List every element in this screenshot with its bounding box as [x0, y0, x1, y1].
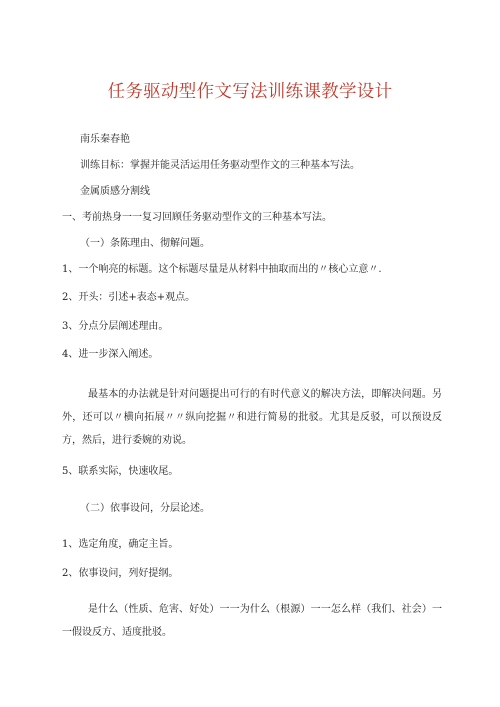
list-item: 2、开头：引述+表态+观点。: [62, 292, 196, 303]
list-item: 1、选定角度，确定主旨。: [62, 539, 179, 550]
sub1-paragraph: 最基本的办法就是针对问题提出可行的有时代意义的解决方法，即解决问题。另外，还可以〃横向拓展〃〃纵向挖掘〃和进行简易的批驳。尤其是反驳，可以预设反方，然后，进行委婉的劝说。: [62, 389, 442, 446]
list-item: 3、分点分层阐述理由。: [62, 321, 169, 332]
list-item: 5、联系实际，快速收尾。: [62, 466, 179, 477]
section1-heading: 一、考前热身一一复习回顾任务驱动型作文的三种基本写法。: [62, 212, 332, 223]
document-title: 任务驱动型作文写法训练课教学设计: [107, 82, 393, 102]
sub2-paragraph: 是什么（性质、危害、好处）一一为什么（根源）一一怎么样（我们、社会）一一假设反方、适度批驳。: [62, 604, 442, 638]
author-line: 南乐秦春艳: [80, 134, 130, 145]
list-item: 4、进一步深入阐述。: [62, 349, 159, 360]
list-item: 2、依事设问，列好提纲。: [62, 568, 179, 579]
sub2-heading: （二）依事设问，分层论述。: [80, 503, 210, 514]
divider-text: 金属质感分割线: [80, 186, 150, 197]
sub1-heading: （一）条陈理由、彻解问题。: [80, 238, 210, 249]
training-goal: 训练目标：掌握并能灵活运用任务驱动型作文的三种基本写法。: [80, 160, 360, 171]
list-item: 1、一个响亮的标题。这个标题尽量是从材料中抽取而出的〃核心立意〃.: [62, 264, 382, 275]
